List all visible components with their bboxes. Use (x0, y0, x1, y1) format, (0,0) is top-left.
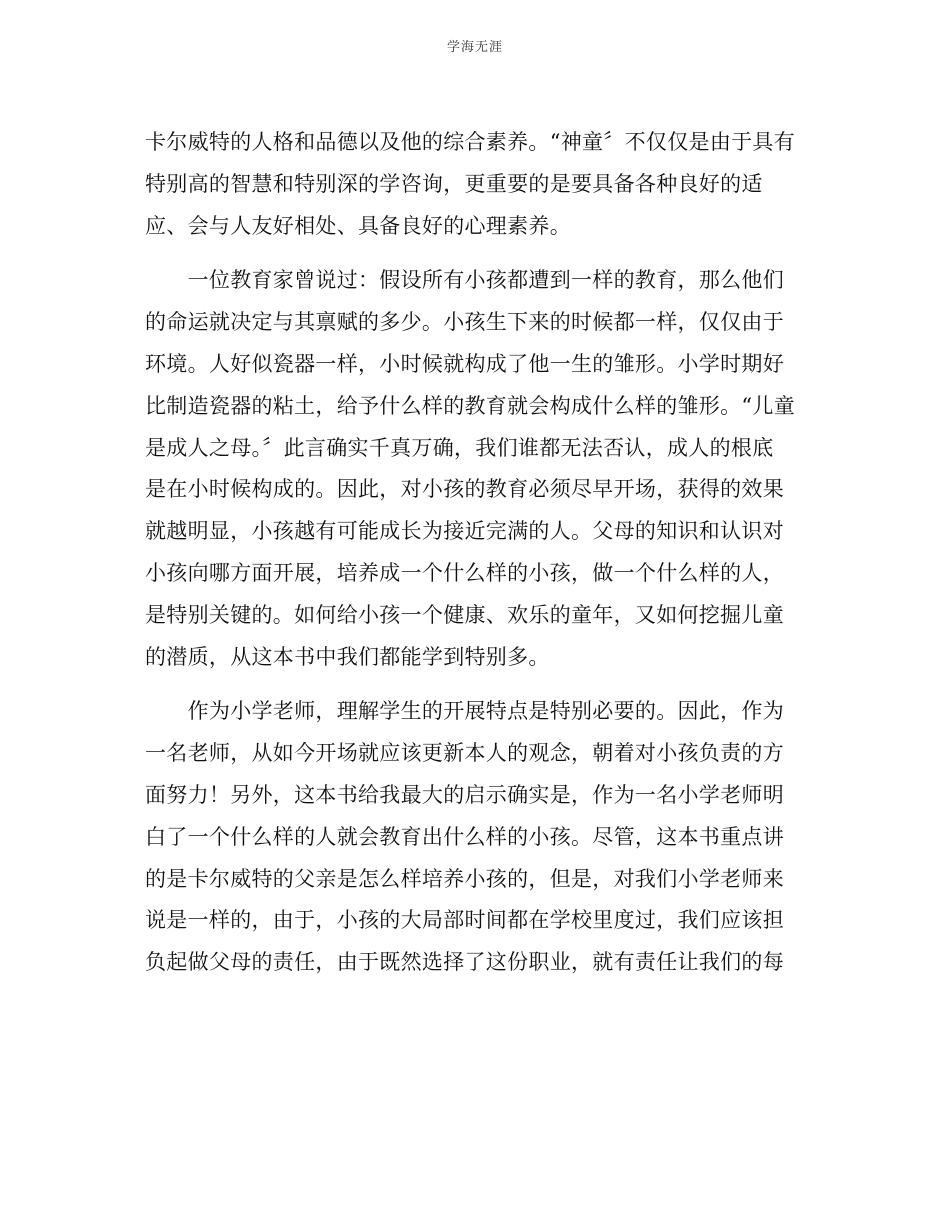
text-line: 的潜质，从这本书中我们都能学到特别多。 (145, 644, 550, 669)
text-line: 一位教育家曾说过：假设所有小孩都遭到一样的教育，那么他们 (145, 268, 784, 293)
document-body (145, 122, 810, 984)
text-line: 特别高的智慧和特别深的学咨询，更重要的是要具备各种良好的适 (145, 171, 763, 196)
text-line: 的命运就决定与其禀赋的多少。小孩生下来的时候都一样，仅仅由于 (145, 310, 784, 335)
text-line: 小孩向哪方面开展，培养成一个什么样的小孩，做一个什么样的人， (145, 560, 784, 585)
text-line: 作为小学老师，理解学生的开展特点是特别必要的。因此，作为 (145, 699, 784, 724)
text-line: 的是卡尔威特的父亲是怎么样培养小孩的，但是，对我们小学老师来 (145, 866, 784, 891)
text-line: 就越明显，小孩越有可能成长为接近完满的人。父母的知识和认识对 (145, 519, 784, 544)
paragraph-3 (145, 691, 810, 984)
text-line: 应、会与人友好相处、具备良好的心理素养。 (145, 213, 571, 238)
text-line: 是成人之母。〞此言确实千真万确，我们谁都无法否认，成人的根底 (145, 435, 774, 460)
text-line: 面努力！另外，这本书给我最大的启示确实是，作为一名小学老师明 (145, 782, 784, 807)
text-line: 比制造瓷器的粘土，给予什么样的教育就会构成什么样的雏形。“儿童 (145, 393, 796, 418)
text-line: 一名老师，从如今开场就应该更新本人的观念，朝着对小孩负责的方 (145, 741, 784, 766)
text-line: 是特别关键的。如何给小孩一个健康、欢乐的童年，又如何挖掘儿童 (145, 602, 784, 627)
text-line: 说是一样的，由于，小孩的大局部时间都在学校里度过，我们应该担 (145, 908, 784, 933)
paragraph-1 (145, 122, 810, 247)
page-header: 学海无涯 (446, 40, 503, 55)
text-line: 是在小时候构成的。因此，对小孩的教育必须尽早开场，获得的效果 (145, 477, 784, 502)
text-line: 环境。人好似瓷器一样，小时候就构成了他一生的雏形。小学时期好 (145, 351, 784, 376)
text-line: 卡尔威特的人格和品德以及他的综合素养。“神童〞不仅仅是由于具有 (145, 130, 796, 154)
paragraph-2 (145, 260, 810, 678)
text-line: 白了一个什么样的人就会教育出什么样的小孩。尽管，这本书重点讲 (145, 824, 784, 849)
text-line: 负起做父母的责任，由于既然选择了这份职业，就有责任让我们的每 (145, 950, 784, 975)
